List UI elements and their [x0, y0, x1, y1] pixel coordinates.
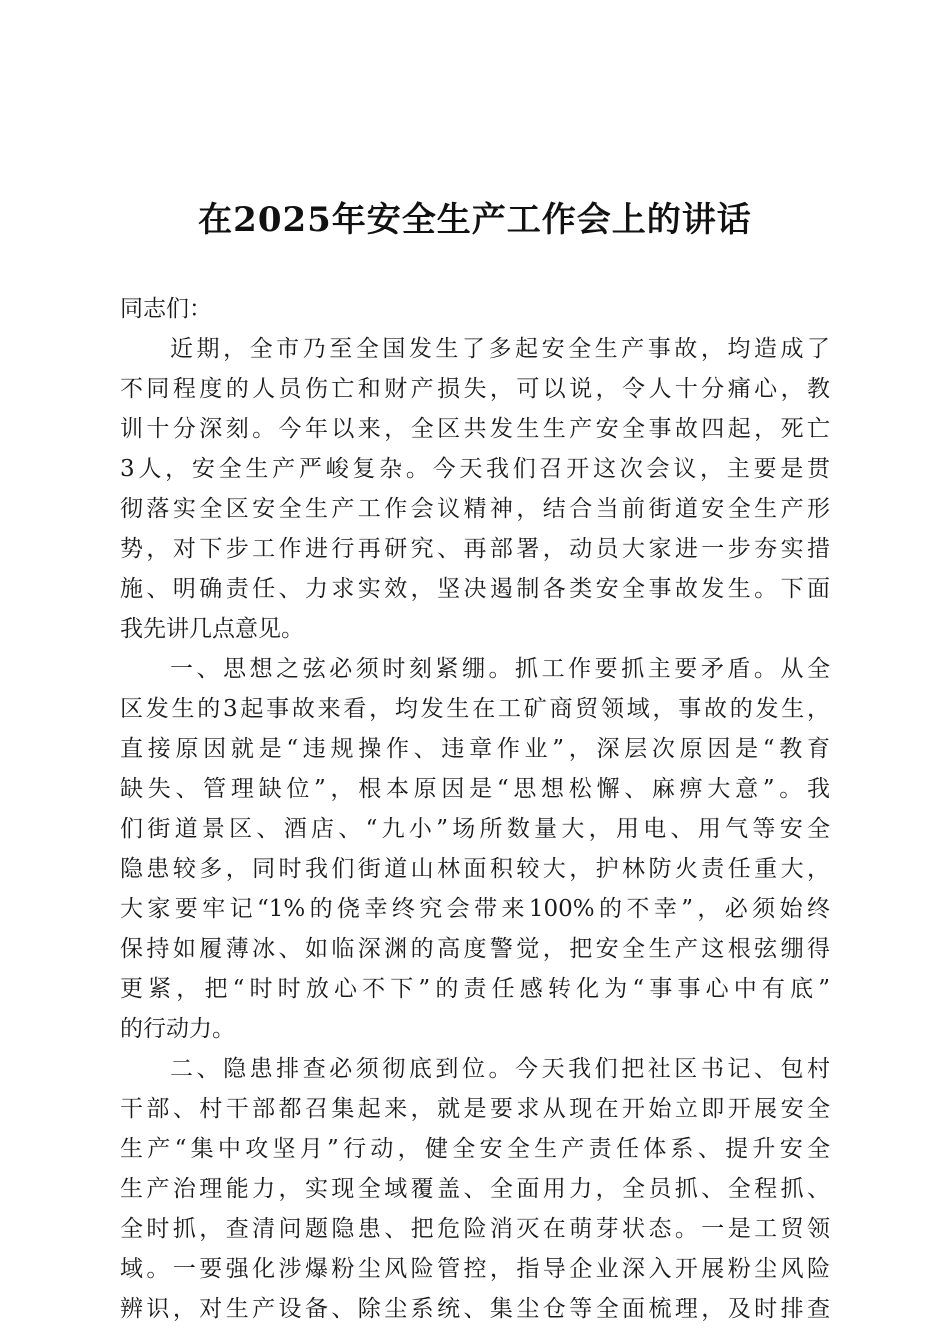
text-line: 施、明确责任、力求实效，坚决遏制各类安全事故发生。下面 [120, 576, 830, 602]
text-line: 二、隐患排查必须彻底到位。今天我们把社区书记、包村 [170, 1056, 830, 1082]
text-line: 大家要牢记“1%的侥幸终究会带来100%的不幸”，必须始终 [120, 896, 830, 922]
text-line: 缺失、管理缺位”，根本原因是“思想松懈、麻痹大意”。我 [120, 776, 830, 802]
text-line: 训十分深刻。今年以来，全区共发生生产安全事故四起，死亡 [120, 416, 830, 442]
text-line: 近期，全市乃至全国发生了多起安全生产事故，均造成了 [170, 336, 830, 362]
text-line: 生产“集中攻坚月”行动，健全安全生产责任体系、提升安全 [120, 1136, 830, 1162]
document-title: 在2025年安全生产工作会上的讲话 [198, 200, 752, 240]
text-line: 的行动力。 [120, 1016, 235, 1042]
text-line: 势，对下步工作进行再研究、再部署，动员大家进一步夯实措 [120, 536, 830, 562]
text-line: 生产治理能力，实现全域覆盖、全面用力，全员抓、全程抓、 [120, 1176, 830, 1202]
text-line: 隐患较多，同时我们街道山林面积较大，护林防火责任重大， [120, 856, 830, 882]
text-line: 一、思想之弦必须时刻紧绷。抓工作要抓主要矛盾。从全 [170, 656, 830, 682]
text-line: 不同程度的人员伤亡和财产损失，可以说，令人十分痛心，教 [120, 376, 830, 402]
text-line: 彻落实全区安全生产工作会议精神，结合当前街道安全生产形 [120, 496, 830, 522]
text-line: 我先讲几点意见。 [120, 616, 304, 642]
text-line: 辨识，对生产设备、除尘系统、集尘仓等全面梳理，及时排查 [120, 1296, 830, 1322]
text-line: 直接原因就是“违规操作、违章作业”，深层次原因是“教育 [120, 736, 830, 762]
text-line: 域。一要强化涉爆粉尘风险管控，指导企业深入开展粉尘风险 [120, 1256, 830, 1282]
text-line: 全时抓，查清问题隐患、把危险消灭在萌芽状态。一是工贸领 [120, 1216, 830, 1242]
text-line: 同志们： [120, 296, 212, 322]
document-body [120, 289, 830, 1329]
text-line: 更紧，把“时时放心不下”的责任感转化为“事事心中有底” [120, 976, 830, 1002]
text-line: 们街道景区、酒店、“九小”场所数量大，用电、用气等安全 [120, 816, 830, 842]
text-line: 3人，安全生产严峻复杂。今天我们召开这次会议，主要是贯 [120, 456, 830, 482]
text-line: 保持如履薄冰、如临深渊的高度警觉，把安全生产这根弦绷得 [120, 936, 830, 962]
text-line: 干部、村干部都召集起来，就是要求从现在开始立即开展安全 [120, 1096, 830, 1122]
text-line: 区发生的3起事故来看，均发生在工矿商贸领域，事故的发生， [120, 696, 830, 722]
